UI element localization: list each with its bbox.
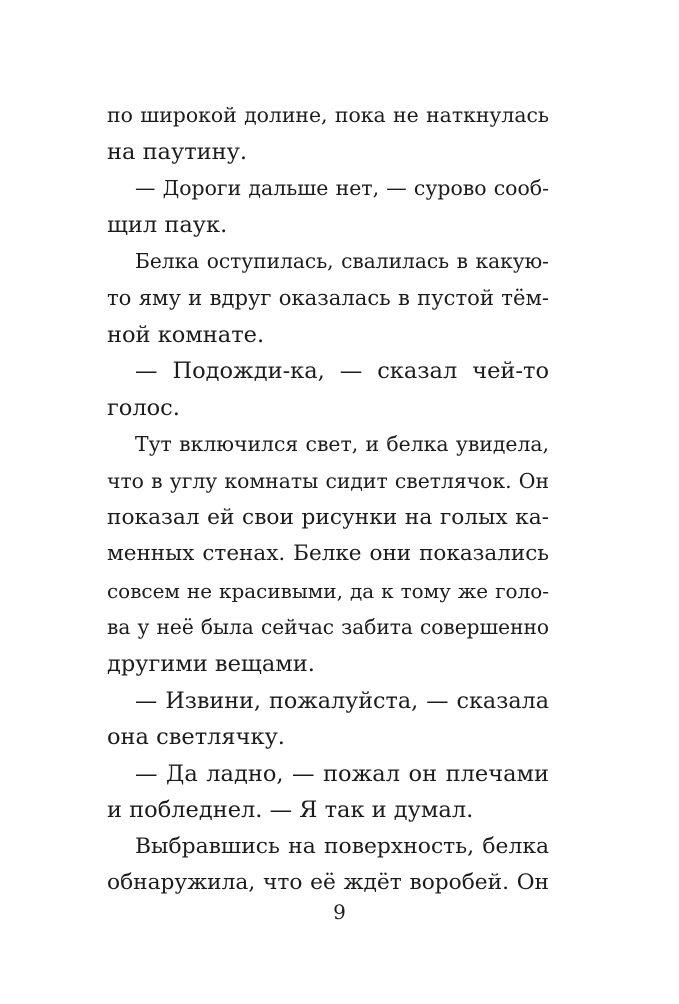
text-line: совсем не красивыми, да к тому же голо- [107, 578, 549, 603]
text-line: ва у неё была сейчас забита совершенно [107, 615, 549, 640]
text-line: — Извини, пожалуйста, — сказала [135, 687, 549, 714]
text-line: — Подожди-ка, — сказал чей-то [135, 358, 549, 385]
text-line: голос. [107, 394, 180, 421]
text-line: Тут включился свет, и белка увидела, [135, 432, 549, 457]
text-line: — Да ладно, — пожал он плечами [135, 760, 549, 787]
text-line: что в углу комнаты сидит светлячок. Он [107, 468, 549, 493]
text-line: на паутину. [107, 138, 248, 165]
text-line: менных стенах. Белке они показались [107, 541, 549, 567]
page-number: 9 [333, 900, 346, 924]
text-line: другими вещами. [107, 650, 315, 677]
text-line: обнаружила, что её ждёт воробей. Он [107, 870, 549, 896]
text-line: по широкой долине, пока не наткнулась [107, 103, 549, 127]
text-line: Выбравшись на поверхность, белка [135, 833, 549, 859]
text-line: и побледнел. — Я так и думал. [107, 797, 474, 824]
text-line: она светлячку. [107, 724, 285, 751]
text-line: щил паук. [107, 211, 228, 238]
text-line: ной комнате. [107, 321, 265, 348]
text-line: показал ей свои рисунки на голых ка- [107, 504, 549, 530]
text-line: — Дороги дальше нет, — сурово сооб- [135, 176, 549, 201]
body-text [107, 97, 549, 902]
text-line: Белка оступилась, свалилась в какую- [135, 249, 549, 274]
text-line: то яму и вдруг оказалась в пустой тём- [107, 284, 549, 310]
